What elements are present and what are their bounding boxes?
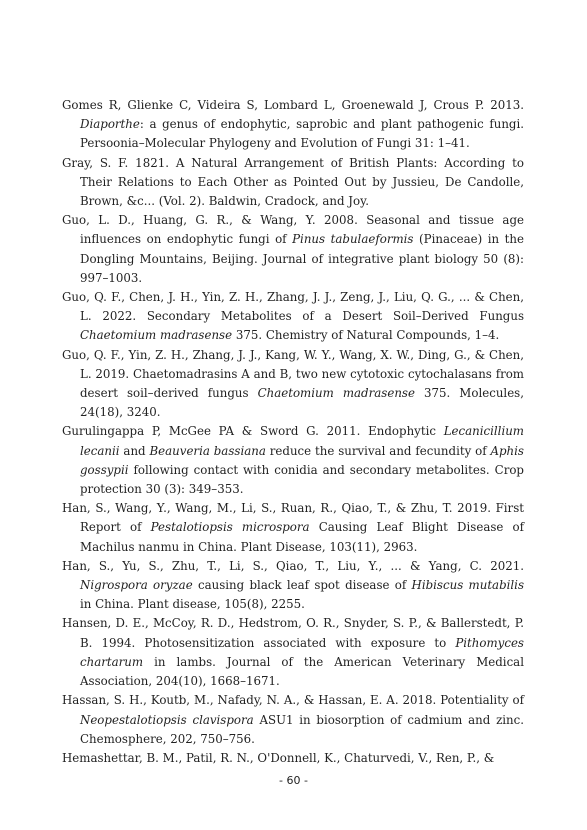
species-name-italic: Chaetomium madrasense [257,386,415,401]
reference-entry [62,211,524,288]
species-name-italic: Nigrospora oryzae [80,578,193,593]
species-name-italic: Hibiscus mutabilis [411,578,525,593]
reference-text: following contact with conidia and secondary metabolites. Crop protection 30 (3): 349–353. [80,462,524,497]
reference-text: Han, S., Yu, S., Zhu, T., Li, S., Qiao, T., Liu, Y., ... & Yang, C. 2021. [62,558,524,573]
species-name-italic: Beauveria bassiana [149,443,266,458]
reference-text: Hansen, D. E., McCoy, R. D., Hedstrom, O. R., Snyder, S. P., & Ballerstedt, P. B. 1994. Photosensitization associated with exposure to [62,616,524,650]
reference-text: Hassan, S. H., Koutb, M., Nafady, N. A., & Hassan, E. A. 2018. Potentiality of [62,693,524,708]
reference-text: Guo, Q. F., Chen, J. H., Yin, Z. H., Zhang, J. J., Zeng, J., Liu, Q. G., ... & Chen, L. 2022. Secondary Metabolites of a Desert Soil–Derived Fungus [62,290,524,324]
reference-entry [62,557,524,615]
reference-entry [62,749,524,768]
reference-text: Guo, L. D., Huang, G. R., & Wang, Y. 2008. Seasonal and tissue age influences on endophytic fungi of [62,213,524,247]
reference-entry [62,691,524,749]
page-number: - 60 - [279,774,308,787]
species-name-italic: Aphis gossypii [80,443,524,477]
species-name-italic: Pithomyces chartarum [80,635,524,669]
reference-text: in China. Plant disease, 105(8), 2255. [80,597,305,612]
reference-text: Gurulingappa P, McGee PA & Sword G. 2011. Endophytic [62,424,444,439]
species-name-italic: Pinus tabulaeformis [292,232,414,247]
species-name-italic: Neopestalotiopsis clavispora [80,712,254,727]
reference-list [62,96,524,768]
reference-text: in lambs. Journal of the American Veterinary Medical Association, 204(10), 1668–1671. [80,654,524,689]
reference-text: : a genus of endophytic, saprobic and plant pathogenic fungi. Persoonia–Molecular Phylogeny and Evolution of Fungi 31: 1–41. [80,117,524,151]
reference-entry [62,614,524,691]
reference-entry [62,96,524,154]
reference-entry [62,346,524,423]
reference-entry [62,288,524,346]
reference-text: causing black leaf spot disease of [192,578,412,593]
reference-text: reduce the survival and fecundity of [265,443,491,458]
reference-text: Gray, S. F. 1821. A Natural Arrangement of British Plants: According to Their Relations to Each Other as Pointed Out by Jussieu, De Candolle, Brown, &c... (Vol. 2). Baldwin, Cradock, and Joy. [62,155,524,209]
reference-text: ASU1 in biosorption of cadmium and zinc. Chemosphere, 202, 750–756. [80,712,525,746]
species-name-italic: Pestalotiopsis microspora [150,520,310,535]
reference-text: Guo, Q. F., Yin, Z. H., Zhang, J. J., Kang, W. Y., Wang, X. W., Ding, G., & Chen, L. 2019. Chaetomadrasins A and B, two new cytotoxic cytochalasans from desert soil–derived fungus [62,347,524,401]
reference-text: Causing Leaf Blight Disease of Machilus nanmu in China. Plant Disease, 103(11), 2963. [80,520,524,554]
reference-entry [62,422,524,499]
reference-text: Gomes R, Glienke C, Videira S, Lombard L, Groenewald J, Crous P. 2013. [62,98,524,112]
reference-text: and [119,443,150,458]
reference-text: Han, S., Wang, Y., Wang, M., Li, S., Ruan, R., Qiao, T., & Zhu, T. 2019. First Report of [62,501,524,535]
reference-text: Hemashettar, B. M., Patil, R. N., O'Donnell, K., Chaturvedi, V., Ren, P., & [62,750,495,765]
species-name-italic: Diaporthe [80,117,140,132]
reference-text: 375. Chemistry of Natural Compounds, 1–4. [232,328,500,343]
species-name-italic: Lecanicillium lecanii [80,424,524,458]
species-name-italic: Chaetomium madrasense [80,328,233,343]
reference-entry [62,154,524,212]
reference-text: 375. Molecules, 24(18), 3240. [80,386,524,420]
reference-entry [62,499,524,557]
reference-text: (Pinaceae) in the Dongling Mountains, Beijing. Journal of integrative plant biology 50 (8): 997–1003. [80,232,525,285]
